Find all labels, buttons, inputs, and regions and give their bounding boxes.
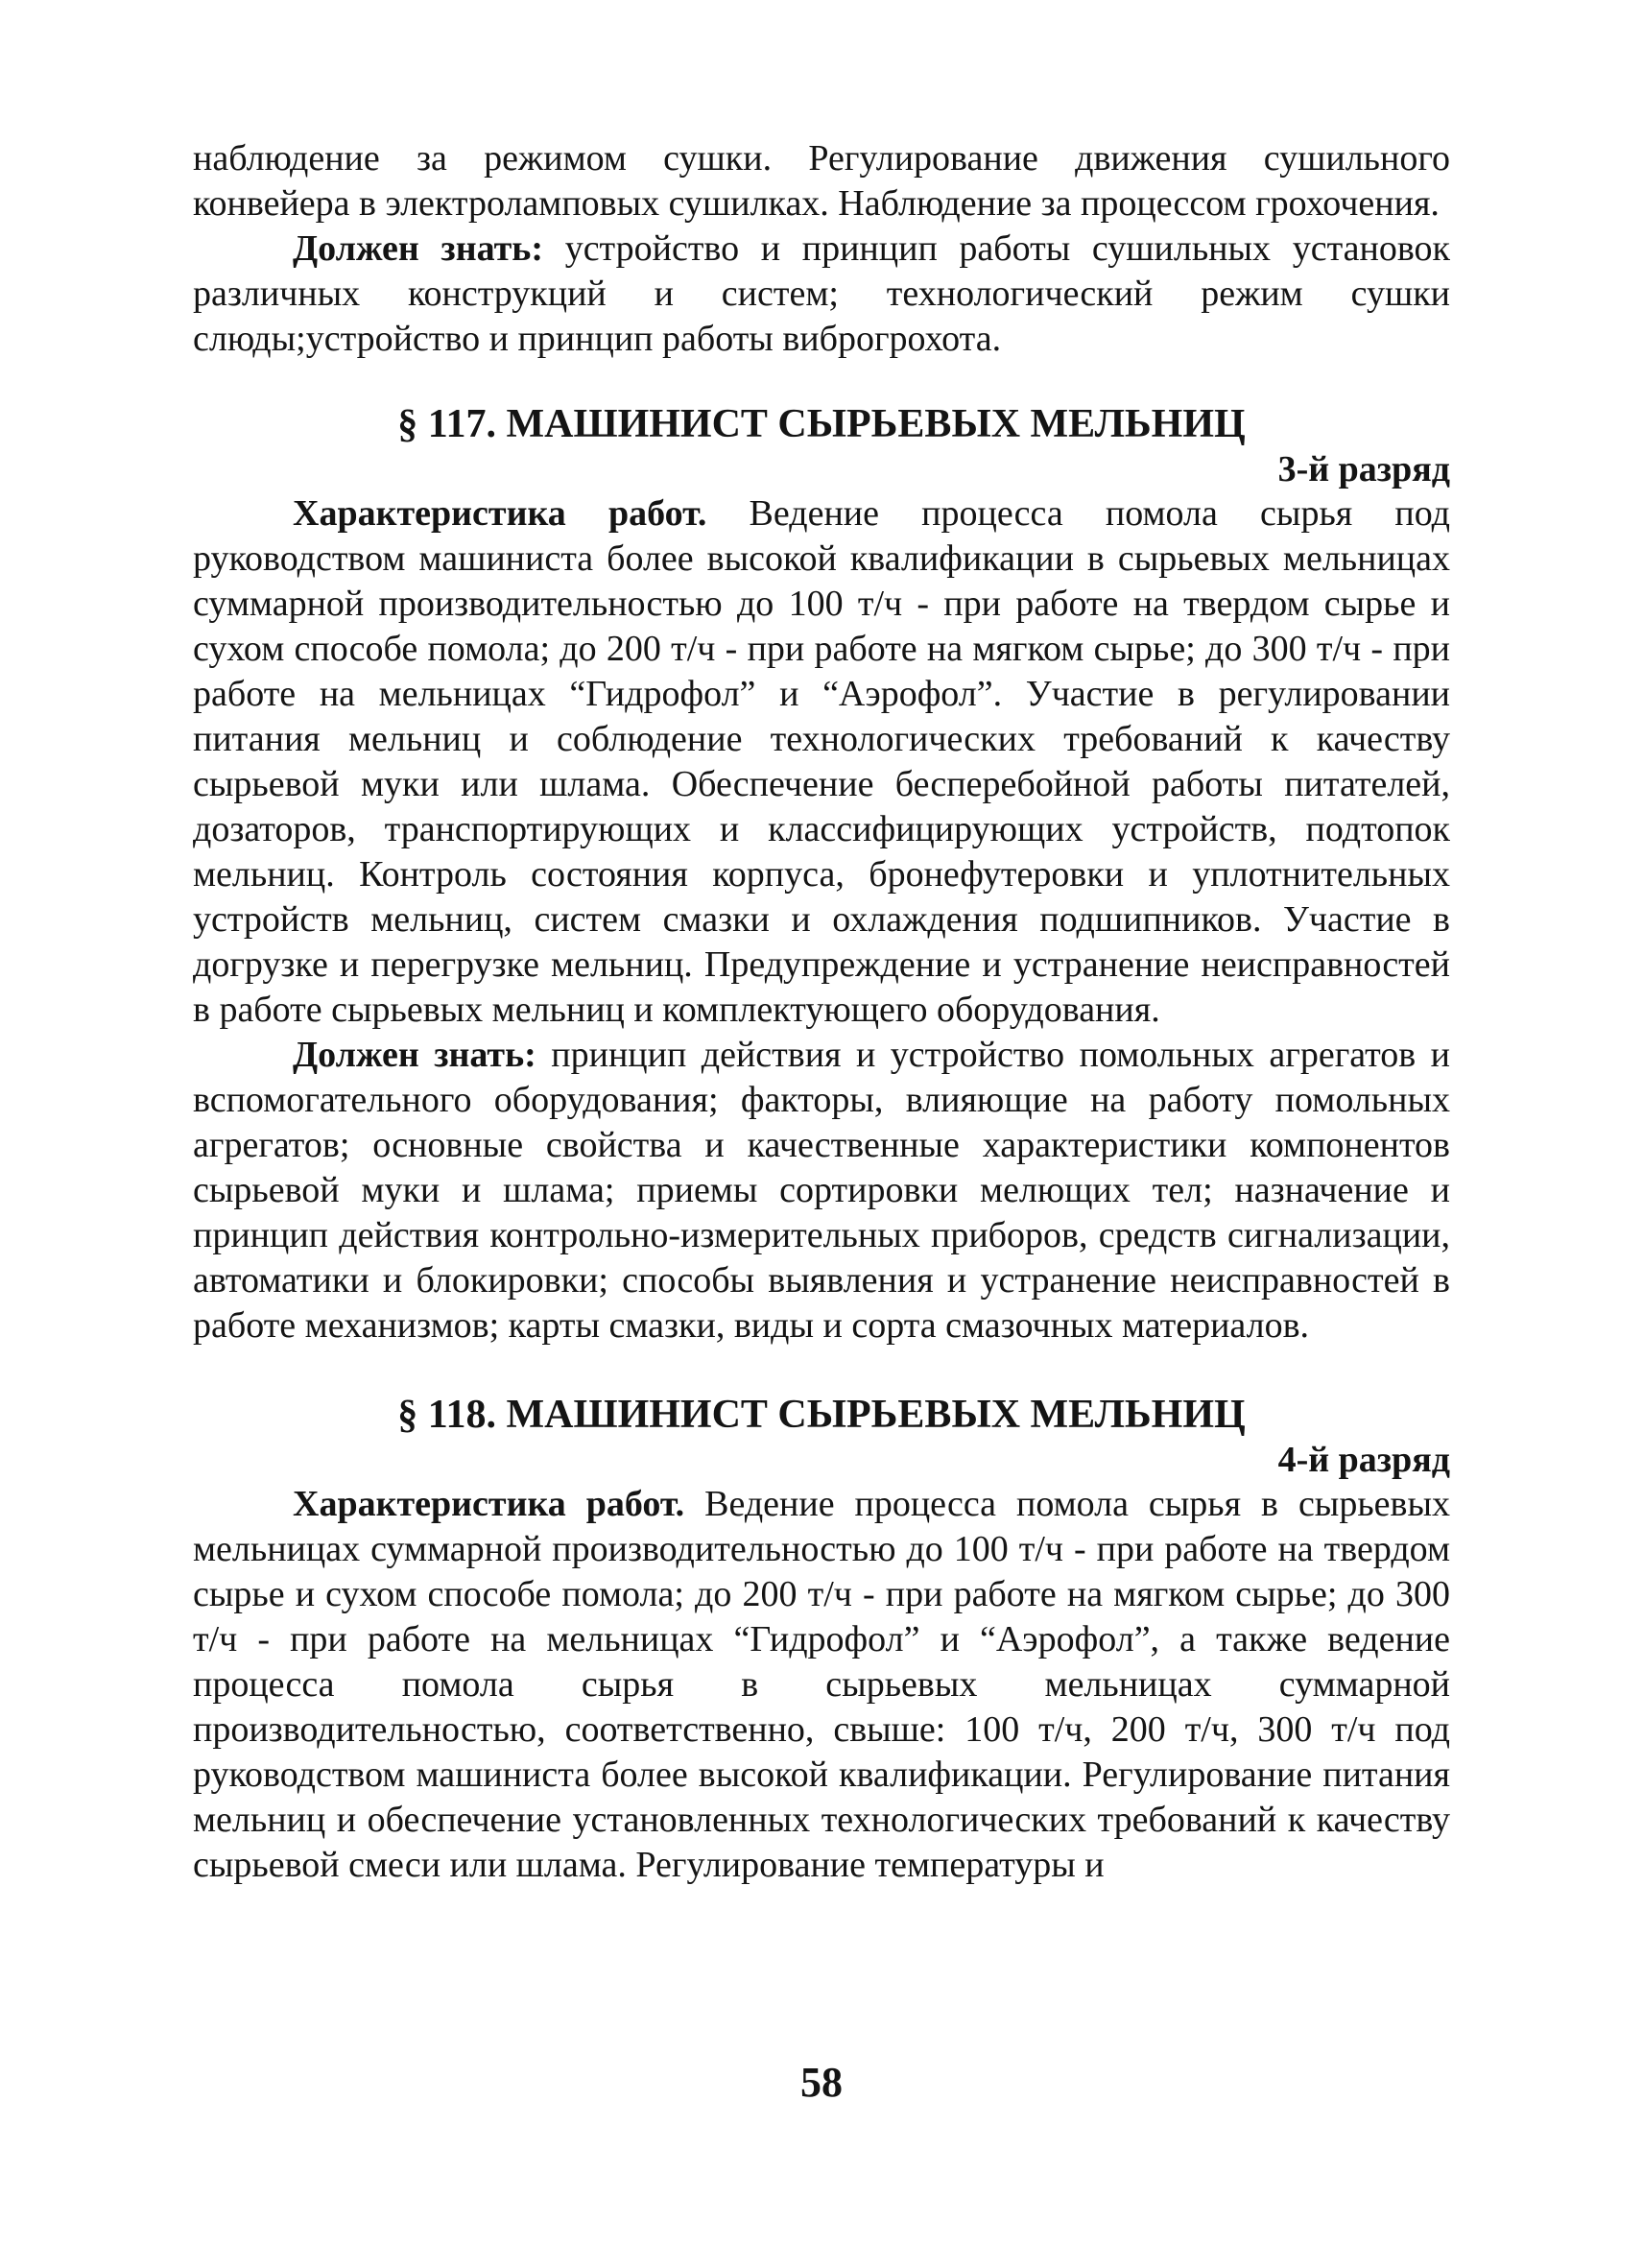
- page-number: 58: [800, 2059, 843, 2106]
- characteristics-lead: Характеристика работ.: [293, 1484, 685, 1524]
- knowledge-lead: Должен знать:: [293, 228, 544, 269]
- characteristics-paragraph: [193, 1482, 1450, 1888]
- knowledge-text: принцип действия и устройство помольных агрегатов и вспомогательного оборудования; факторы, влияющие на работу помольных агрегатов; основные свойства и качественные характеристики компонентов сырьевой муки и шлама; приемы сортировки мелющих тел; назначение и принцип действия контрольно-измерительных приборов, средств сигнализации, автоматики и блокировки; способы выявления и устранение неисправностей в работе механизмов; карты смазки, виды и сорта смазочных материалов.: [193, 1035, 1450, 1346]
- characteristics-text: Ведение процесса помола сырья в сырьевых мельницах суммарной производительностью до 100 т/ч - при работе на твердом сырье и сухом способе помола; до 200 т/ч - при работе на мягком сырье; до 300 т/ч - при работе на мельницах “Гидрофол” и “Аэрофол”, а также ведение процесса помола сырья в сырьевых мельницах суммарной производительностью, соответственно, свыше: 100 т/ч, 200 т/ч, 300 т/ч под руководством машиниста более высокой квалификации. Регулирование питания мельниц и обеспечение установленных технологических требований к качеству сырьевой смеси или шлама. Регулирование температуры и: [193, 1484, 1451, 1885]
- characteristics-text: Ведение процесса помола сырья под руководством машиниста более высокой квалификации в сырьевых мельницах суммарной производительностью до 100 т/ч - при работе на твердом сырье и сухом способе помола; до 200 т/ч - при работе на мягком сырье; до 300 т/ч - при работе на мельницах “Гидрофол” и “Аэрофол”. Участие в регулировании питания мельниц и соблюдение технологических требований к качеству сырьевой муки или шлама. Обеспечение бесперебойной работы питателей, дозаторов, транспортирующих и классифицирующих устройств, подтопок мельниц. Контроль состояния корпуса, бронефутеровки и уплотнительных устройств мельниц, систем смазки и охлаждения подшипников. Участие в догрузке и перегрузке мельниц. Предупреждение и устранение неисправностей в работе сырьевых мельниц и комплектующего оборудования.: [193, 493, 1451, 1030]
- intro-knowledge-paragraph: [193, 227, 1450, 362]
- page-body: [193, 136, 1450, 1888]
- section-117: [193, 400, 1450, 1349]
- section-title: § 117. МАШИНИСТ СЫРЬЕВЫХ МЕЛЬНИЦ: [397, 402, 1246, 446]
- knowledge-lead: Должен знать:: [293, 1035, 536, 1075]
- grade-label: 3-й разряд: [1277, 449, 1450, 489]
- characteristics-paragraph: [193, 491, 1450, 1033]
- characteristics-lead: Характеристика работ.: [293, 493, 707, 534]
- grade-label: 4-й разряд: [1277, 1440, 1450, 1480]
- intro-paragraph: наблюдение за режимом сушки. Регулирование движения сушильного конвейера в электроламповых сушилках. Наблюдение за процессом грохочения.: [193, 138, 1450, 224]
- knowledge-text: устройство и принцип работы сушильных установок различных конструкций и систем; технологический режим сушки слюды;устройство и принцип работы виброгрохота.: [193, 228, 1450, 359]
- knowledge-paragraph: [193, 1033, 1450, 1349]
- section-118: [193, 1391, 1450, 1888]
- section-title: § 118. МАШИНИСТ СЫРЬЕВЫХ МЕЛЬНИЦ: [397, 1393, 1246, 1437]
